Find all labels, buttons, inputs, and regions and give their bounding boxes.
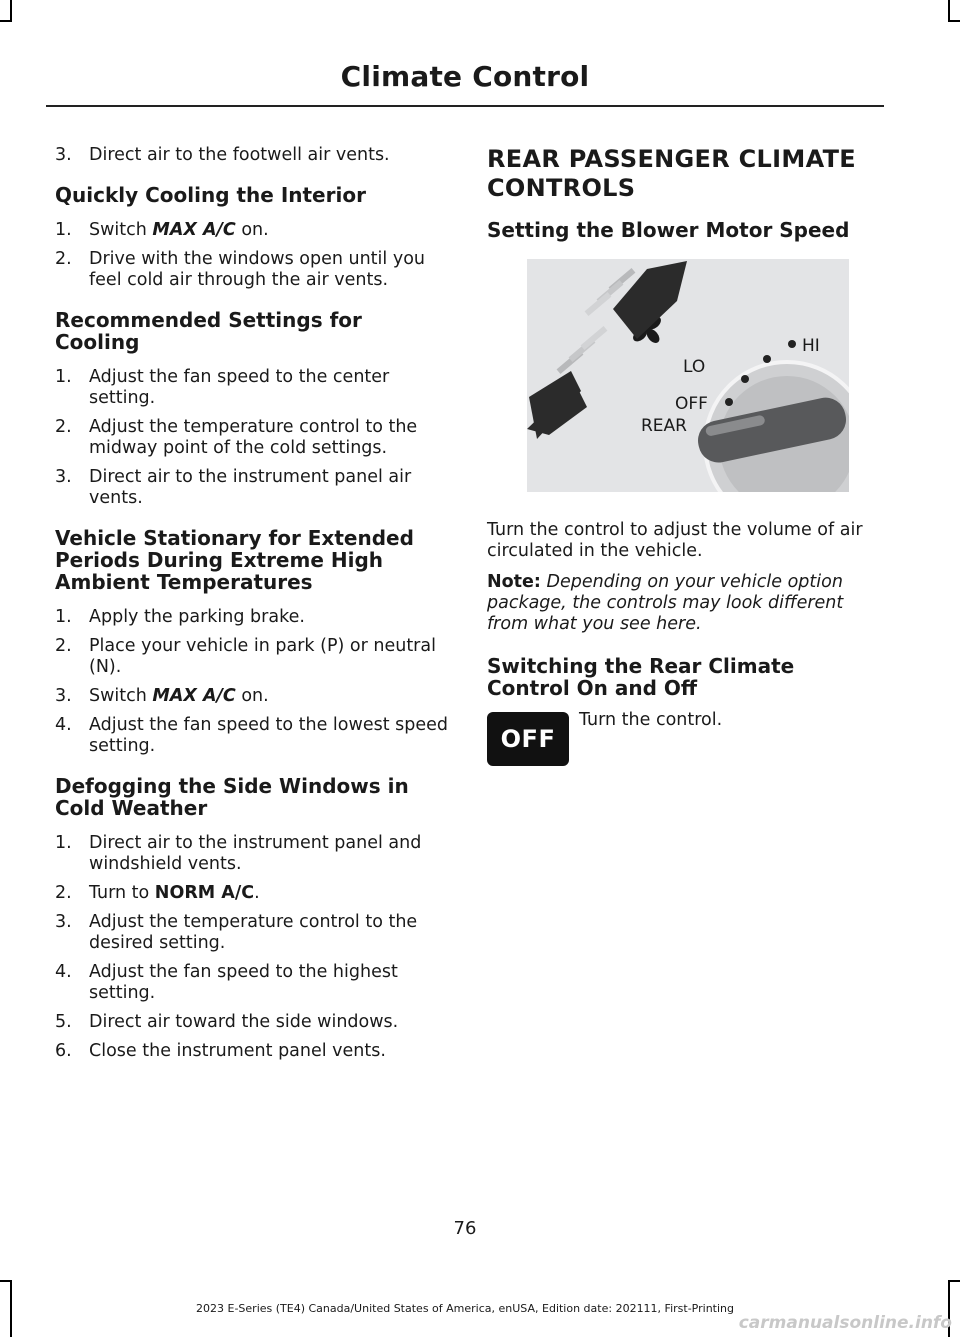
list-item (55, 686, 450, 707)
list-text: Switch (89, 686, 153, 706)
rear-label: REAR (641, 416, 687, 436)
list-item (55, 1012, 450, 1033)
crop-mark (10, 0, 12, 22)
list-item (55, 636, 450, 678)
list-number: 2. (55, 417, 72, 437)
crop-mark (948, 0, 950, 22)
list-number: 3. (55, 912, 72, 932)
instruction-text: Turn the control. (579, 710, 723, 730)
list-number: 1. (55, 367, 72, 387)
list-item (55, 715, 450, 757)
list-text: Close the instrument panel vents. (89, 1041, 386, 1061)
left-column (55, 145, 450, 1070)
list-number: 3. (55, 145, 72, 165)
off-dot (725, 398, 733, 406)
footer-text: 2023 E-Series (TE4) Canada/United States of America, enUSA, Edition date: 202111, First-Printing (196, 1302, 734, 1315)
list-text: on. (235, 220, 269, 240)
list-text: Adjust the fan speed to the center setting. (89, 367, 390, 408)
crop-mark (948, 1280, 960, 1282)
list-item (55, 367, 450, 409)
list-item (55, 220, 450, 241)
note-text: Depending on your vehicle option package, the controls may look different from what you see here. (487, 572, 844, 634)
list-text: on. (235, 686, 269, 706)
list-item (55, 1041, 450, 1062)
list-number: 2. (55, 883, 72, 903)
blower-dial-illustration (527, 259, 849, 492)
crop-mark (948, 20, 960, 22)
section-heading: Vehicle Stationary for Extended Periods During Extreme High Ambient Temperatures (55, 526, 414, 594)
list-text: Direct air to the instrument panel air vents. (89, 467, 412, 508)
list-number: 1. (55, 833, 72, 853)
list-item (55, 145, 450, 166)
list-number: 2. (55, 636, 72, 656)
section-heading: REAR PASSENGER CLIMATE CONTROLS (487, 145, 856, 202)
list-item (55, 607, 450, 628)
crop-mark (0, 20, 12, 22)
list-number: 3. (55, 467, 72, 487)
list-item (55, 417, 450, 459)
list-item (55, 249, 450, 291)
list-text: Switch (89, 220, 153, 240)
hi-label: HI (802, 336, 820, 356)
list-number: 2. (55, 249, 72, 269)
list-item (55, 833, 450, 875)
lo-dot (741, 375, 749, 383)
subsection-heading: Switching the Rear Climate Control On and Off (487, 654, 795, 700)
control-name: MAX A/C (152, 686, 236, 706)
page-number: 76 (453, 1218, 477, 1239)
list-item (55, 467, 450, 509)
list-text: Adjust the temperature control to the midway point of the cold settings. (89, 417, 418, 458)
mid-dot (763, 355, 771, 363)
list-text: . (254, 883, 260, 903)
section-heading: Recommended Settings for Cooling (55, 308, 362, 354)
note (487, 572, 877, 635)
off-button-icon: OFF (487, 712, 569, 766)
list-text: Direct air to the instrument panel and windshield vents. (89, 833, 422, 874)
list-number: 3. (55, 686, 72, 706)
page-title: Climate Control (340, 60, 590, 93)
list-number: 4. (55, 715, 72, 735)
list-number: 5. (55, 1012, 72, 1032)
list-text: Apply the parking brake. (89, 607, 305, 627)
list-text: Adjust the fan speed to the highest setting. (89, 962, 398, 1003)
decrease-arrow-icon (527, 326, 607, 439)
section-heading: Quickly Cooling the Interior (55, 183, 366, 207)
list-text: Adjust the fan speed to the lowest speed setting. (89, 715, 448, 756)
off-label: OFF (675, 394, 708, 414)
list-number: 4. (55, 962, 72, 982)
hi-dot (788, 340, 796, 348)
list-number: 1. (55, 607, 72, 627)
right-column (487, 145, 877, 713)
crop-mark (0, 1280, 12, 1282)
lo-label: LO (683, 357, 706, 377)
list-number: 6. (55, 1041, 72, 1061)
increase-arrow-icon (585, 261, 687, 339)
control-name: MAX A/C (152, 220, 236, 240)
list-text: Drive with the windows open until you feel cold air through the air vents. (89, 249, 425, 290)
section-heading: Defogging the Side Windows in Cold Weather (55, 774, 409, 820)
list-text: Direct air to the footwell air vents. (89, 145, 390, 165)
list-item (55, 883, 450, 904)
blower-control-figure (527, 259, 849, 492)
list-text: Adjust the temperature control to the desired setting. (89, 912, 418, 953)
paragraph: Turn the control to adjust the volume of air circulated in the vehicle. (487, 520, 863, 561)
control-name: NORM A/C (154, 883, 255, 903)
list-number: 1. (55, 220, 72, 240)
list-text: Place your vehicle in park (P) or neutral (N). (89, 636, 436, 677)
list-item (55, 962, 450, 1004)
note-label: Note: (487, 572, 541, 592)
list-item (55, 912, 450, 954)
subsection-heading: Setting the Blower Motor Speed (487, 218, 850, 242)
list-text: Turn to (89, 883, 155, 903)
header-divider (46, 105, 884, 107)
list-text: Direct air toward the side windows. (89, 1012, 399, 1032)
watermark: carmanualsonline.info (738, 1313, 952, 1333)
